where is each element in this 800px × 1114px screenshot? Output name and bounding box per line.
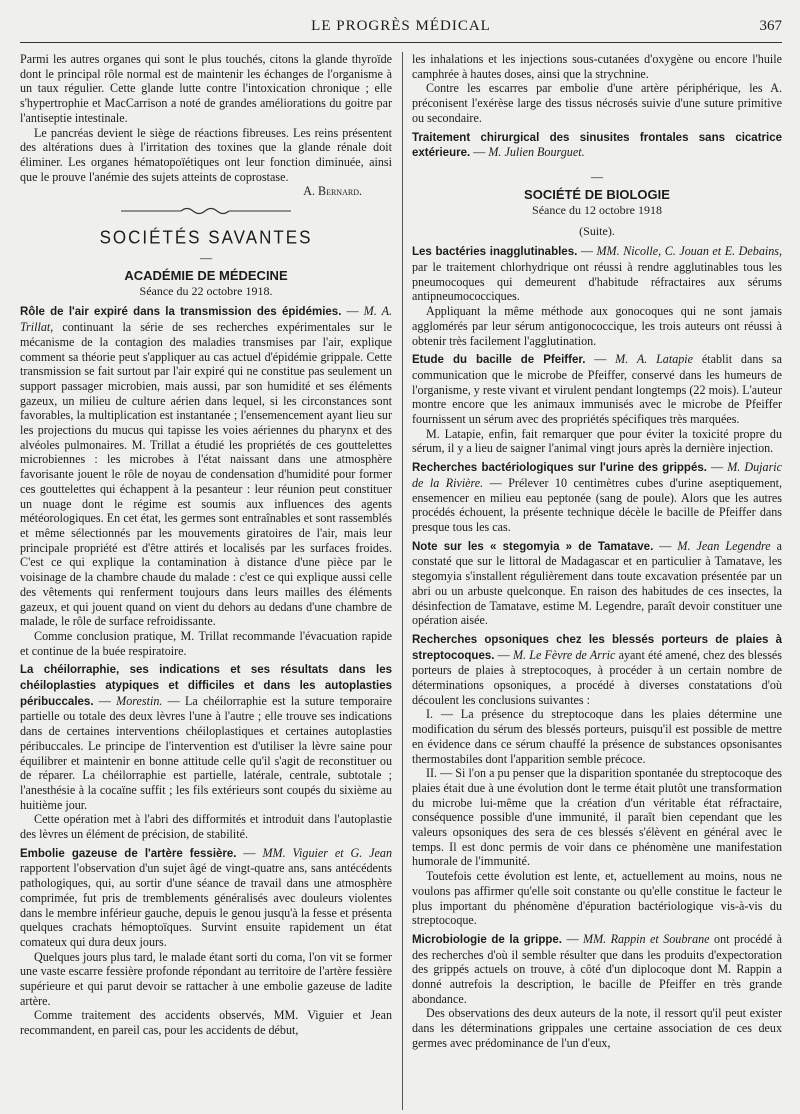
paragraph: Appliquant la même méthode aux gonocoques qui ne sont jamais agglomérés par leur sérum antigonococcique, les trois auteurs ont réussi à obtenir très facilement l'agglutination. — [412, 304, 782, 348]
paragraph: II. — Si l'on a pu penser que la disparition spontanée du streptocoque des plaies était due à une évolution dont le terme était plutôt une transformation du microbe lui-même que la création d'un véritable état réfractaire, conséquence possible d'une immunité, il paraît bien cependant que les valeurs opsoniques des sera de ces blessés s'élèvent en général avec le temps. Il est donc permis de voir dans ce phénomène une manifestation humorale de l'immunité. — [412, 766, 782, 869]
article: Note sur les « stegomyia » de Tamatave. — M. Jean Legendre a constaté que sur le littoral de Madagascar et en particulier à Tamatave, les stegomyia s'installent régulièrement dans toute excavation présentée par un abri ou un arbuste quelconque. En raison des habitudes de ces insectes, la désinfection de Tamatave, estime M. Legendre, paraît devoir constituer une opération aisée. — [412, 538, 782, 628]
paragraph: I. — La présence du streptocoque dans les plaies détermine une modification du sérum des blessés porteurs, puisqu'il est possible de mettre en évidence dans ce sérum chauffé la présence de substances opsonisantes thermostabiles dont l'apparition semble précoce. — [412, 707, 782, 766]
article-text: Prélever 10 centimètres cubes d'urine aseptiquement, ensemencer en milieu eau peptonée (sang de poule). Alors que les autres procédés échouent, la présente technique décèle le bacille de Pfeiffer dans presque tous les cas. — [412, 475, 782, 534]
article: La chéilorraphie, ses indications et ses résultats dans les chéiloplasties atypiques et difficiles et dans les autoplasties péribuccales. — Morestin. — La chéilorraphie est la suture temporaire partielle ou totale des deux lèvres l'une à l'autre ; elle trouve ses indications dans de certaines interventions chéiloplastiques et certaines autoplasties péribuccales. Le principe de l'intervention est d'utiliser la lèvre saine pour équilibrer et maintenir en bonne attitude celle qu'il s'agit de reconstituer ou de réparer. La chéilorraphie est partielle, latérale, centrale, subtotale ; l'anesthésie à la cocaïne suffit ; les fils extérieurs sont coupés du sixième au huitième jour. — [20, 664, 392, 812]
short-dash: — — [199, 250, 213, 265]
society-title: ACADÉMIE DE MÉDECINE — [124, 267, 288, 283]
article-heading: Etude du bacille de Pfeiffer. — [412, 354, 586, 367]
article-text: rapportent l'observation d'un sujet âgé de vingt-quatre ans, sans antécédents pathologiques, qui, au sortir d'une séance de travail dans une atmosphère comprimée, fut pris de tremblements généralisés avec douleurs violentes dans le membre inférieur gauche, depuis le genou jusqu'à la fesse et présenta quelques crachats hémoptoïques. Survint ensuite rapidement un état comateux qui dura deux jours. — [20, 861, 392, 949]
article-heading: Traitement chirurgical des sinusites frontales sans cicatrice extérieure. — [412, 131, 782, 160]
article-heading: Embolie gazeuse de l'artère fessière. — [20, 847, 237, 860]
article-heading: La chéilorraphie, ses indications et ses résultats dans les chéiloplasties atypiques et difficiles et dans les autoplasties péribuccales. — [20, 664, 392, 708]
article-text: ont procédé à des recherches d'où il semble résulter que dans les produits d'expectoration des grippés actuels on trouve, à côté d'un diplocoque dont M. Rappin a donné autrefois la description, le bacille de Pfeiffer en très grande abondance. — [412, 931, 782, 1006]
ornament-divider — [20, 205, 392, 220]
article-author: MM. Rappin et Soubrane — [583, 931, 710, 946]
paragraph: M. Latapie, enfin, fait remarquer que pour éviter la toxicité propre du sérum, il y a lieu de saigner l'animal vingt jours après la dernière injection. — [412, 426, 782, 456]
article: Recherches opsoniques chez les blessés porteurs de plaies à streptocoques. — M. Le Fèvre de Arric ayant été amené, chez des blessés porteurs de plaies à streptocoques, à procéder à un certain nombre de déterminations opsoniques, a procédé à diverses constatations d'où découlent les conclusions suivantes : — [412, 633, 782, 707]
paragraph: Cette opération met à l'abri des difformités et introduit dans l'autoplastie des lèvres un élément de précision, de stabilité. — [20, 812, 392, 842]
article: Traitement chirurgical des sinusites frontales sans cicatrice extérieure. — M. Julien Bourguet. — [412, 131, 782, 160]
right-column — [412, 52, 782, 1112]
article-heading: Recherches opsoniques chez les blessés porteurs de plaies à streptocoques. — [412, 633, 782, 662]
column-divider — [402, 52, 403, 1110]
article-heading: Recherches bactériologiques sur l'urine des grippés. — [412, 462, 707, 475]
journal-title: LE PROGRÈS MÉDICAL — [311, 18, 491, 34]
article: Les bactéries inagglutinables. — MM. Nicolle, C. Jouan et E. Debains, par le traitement chlorhydrique ont réussi à rendre agglutinables tous les pneumocoques qui demeurent d'habitude réfractaires aux sérums antipneumococciques. — [412, 244, 782, 304]
session-date: Séance du 12 octobre 1918 — [532, 202, 662, 217]
article-text: établit dans sa communication que le microbe de Pfeiffer, conservé dans les humeurs de l'organisme, y reste vivant et virulent pendant longtemps (22 mois). L'auteur montre encore que les animaux immunisés avec le microbe de Pfeiffer fournissent un sérum avec des propriétés spécifiques très marquées. — [412, 352, 782, 427]
section-title: SOCIÉTÉS SAVANTES — [99, 226, 313, 248]
paragraph: Parmi les autres organes qui sont le plus touchés, citons la glande thyroïde dont le principal rôle normal est de maintenir les échanges de l'organisme à un taux régulier. Cette glande lutte contre l'intoxication chronique ; elle s'hypertrophie et MacCarrison a noté de grandes améliorations du goitre par l'antiseptie intestinale. — [20, 52, 392, 125]
paragraph: Quelques jours plus tard, le malade étant sorti du coma, l'on vit se former une vaste escarre fessière profonde répondant au territoire de l'artère fessière supérieure et qui parut devoir se rattacher à une embolie gazeuse de ladite artère. — [20, 949, 392, 1008]
article-author: MM. Nicolle, C. Jouan et E. Debains, — [596, 244, 782, 259]
session-suite: (Suite). — [579, 223, 615, 238]
paragraph: Le pancréas devient le siège de réactions fibreuses. Les reins présentent des altérations dues à l'irritation des toxines que la glande rénale doit éliminer. Les organes hématopoïétiques ont leur fonction diminuée, ainsi que le prouve l'anémie des sujets atteints de coprostase. — [20, 125, 392, 184]
article-author: M. A. Trillat, — [20, 304, 392, 335]
article-heading: Note sur les « stegomyia » de Tamatave. — [412, 540, 654, 553]
short-dash: — — [590, 169, 604, 184]
article: Microbiologie de la grippe. — MM. Rappin et Soubrane ont procédé à des recherches d'où il semble résulter que dans les produits d'expectoration des grippés actuels on trouve, à côté d'un diplocoque dont M. Rappin a donné autrefois la description, le bacille de Pfeiffer en très grande abondance. — [412, 931, 782, 1006]
paragraph: Contre les escarres par embolie d'une artère périphérique, les A. préconisent l'exérèse large des tissus nécrosés suivie d'une suture primitive ou secondaire. — [412, 81, 782, 125]
article-author: MM. Viguier et G. Jean — [262, 845, 392, 860]
article-heading: Rôle de l'air expiré dans la transmission des épidémies. — [20, 306, 342, 319]
article: Rôle de l'air expiré dans la transmission des épidémies. — M. A. Trillat, continuant la série de ses recherches expérimentales sur le mécanisme de la contagion des maladies transmises par l'air, explique comment sa théorie peut s'appliquer au cas actuel d'épidémie grippale. Cette transmission se fait surtout par l'air expiré qui ne constitue pas seulement un support passager microbien, mais aussi, par son humidité et ses éléments gazeux, un milieu de culture aérien dans lequel, si les circonstances sont favorables, la multiplication est instantanée ; l'ensemencement ayant lieu sur les projections du mucus qui tapisse les voies aériennes du pharynx et des alvéoles pulmonaires. M. Trillat a étudié les propriétés de ces gouttelettes microbiennes : les microbes à l'état naissant dans une atmosphère favorisante jouent le rôle de noyau de condensation d'humidité pour former ces gouttelettes qui échappent à la pesanteur : leur réunion peut constituer un nuage dont le régime est soumis aux influences des agents météorologiques. En cet état, les germes sont entraînables et sont rassemblés et même sélectionnés par les mouvements giratoires de l'air, mais leur principale propriété est d'être attirés et localisés par les surfaces froides. C'est ce qui explique la contamination à distance d'une pièce par le voisinage de la chambre chaude du malade : c'est ce qui explique aussi celle des vêtements qui renferment toujours dans leurs mailles des éléments gazeux, et qui jouent quand on vient du dehors au dedans d'une chambre de malade, le rôle de surface refroidissante. — [20, 304, 392, 629]
article-text: par le traitement chlorhydrique ont réussi à rendre agglutinables tous les pneumocoques qui demeurent d'habitude réfractaires aux sérums antipneumococciques. — [412, 260, 782, 304]
paragraph: Comme traitement des accidents observés, MM. Viguier et Jean recommandent, en pareil cas, pour les accidents de début, — [20, 1008, 392, 1038]
left-column — [20, 52, 392, 1112]
article-heading: Les bactéries inagglutinables. — [412, 246, 578, 259]
paragraph: Comme conclusion pratique, M. Trillat recommande l'évacuation rapide et continue de la buée respiratoire. — [20, 628, 392, 658]
article-author: M. Dujaric de la Rivière. — [412, 460, 782, 490]
page-number: 367 — [759, 18, 782, 34]
running-header — [20, 14, 782, 43]
article-author: M. Julien Bourguet. — [488, 145, 585, 160]
paragraph: les inhalations et les injections sous-cutanées d'oxygène ou encore l'huile camphrée à hautes doses, ainsi que la strychnine. — [412, 52, 782, 81]
article: Etude du bacille de Pfeiffer. — M. A. Latapie établit dans sa communication que le microbe de Pfeiffer, conservé dans les humeurs de l'organisme, y reste vivant et virulent pendant longtemps (22 mois). L'auteur montre encore que les animaux immunisés avec le microbe de Pfeiffer fournissent un sérum avec des propriétés spécifiques très marquées. — [412, 352, 782, 427]
article-author: Morestin. — [116, 693, 163, 708]
article-author: M. A. Latapie — [615, 352, 694, 367]
paragraph: Toutefois cette évolution est lente, et, actuellement au moins, nous ne voulons pas affirmer qu'elle soit constante ou qu'elle constitue le facteur le plus important du phénomène d'épuration bactériologique vis-à-vis du streptocoque. — [412, 869, 782, 928]
society-title: SOCIÉTÉ DE BIOLOGIE — [524, 186, 670, 202]
article: Recherches bactériologiques sur l'urine des grippés. — M. Dujaric de la Rivière. — Prélever 10 centimètres cubes d'urine aseptiquement, ensemencer en milieu eau peptonée (sang de poule). Alors que les autres procédés échouent, la présente technique décèle le bacille de Pfeiffer dans presque tous les cas. — [412, 460, 782, 534]
author-signature: A. Bernard. — [303, 184, 362, 199]
article-text: ayant été amené, chez des blessés porteurs de plaies à streptocoques, à procéder à un certain nombre de déterminations opsoniques, a procédé à diverses constatations d'où découlent les conclusions suivantes : — [412, 647, 782, 707]
paragraph: Des observations des deux auteurs de la note, il ressort qu'il peut exister dans les déterminations grippales une certaine association de ces deux germes avec prédominance de l'un d'eux, — [412, 1006, 782, 1050]
article-text: La chéilorraphie est la suture temporaire partielle ou totale des deux lèvres l'une à l'autre ; elle trouve ses indications dans de certaines interventions chéiloplastiques et certaines autoplasties péribuccales. Le principe de l'intervention est d'utiliser la lèvre saine pour équilibrer et maintenir en bonne attitude celle qu'il s'agit de reconstituer ou de réparer. La chéilorraphie est partielle, latérale, centrale, subtotale ; l'anesthésie à la cocaïne suffit ; les fils extérieurs sont coupés du sixième au huitième jour. — [20, 693, 392, 812]
article-text: a constaté que sur le littoral de Madagascar et en particulier à Tamatave, les stegomyia s'installent régulièrement dans toute excavation présentée par un abri ou un arbuste quelconque. En raison des habitudes de ces insectes, la désinfection de Tamatave, estime M. Legendre, paraît devoir constituer une opération aisée. — [412, 538, 782, 628]
article-text: continuant la série de ses recherches expérimentales sur le mécanisme de la contagion des maladies transmises par l'air, explique comment sa théorie peut s'appliquer au cas actuel d'épidémie grippale. Cette transmission se fait surtout par l'air expiré qui ne constitue pas seulement un support passager microbien, mais aussi, par son humidité et ses éléments gazeux, un milieu de culture aérien dans lequel, si les circonstances sont favorables, la multiplication est instantanée ; l'ensemencement ayant lieu sur les projections du mucus qui tapisse les voies aériennes du pharynx et des alvéoles pulmonaires. M. Trillat a étudié les propriétés de ces gouttelettes microbiennes : les microbes à l'état naissant dans une atmosphère favorisante jouent le rôle de noyau de condensation d'humidité pour former ces gouttelettes qui échappent à la pesanteur : leur réunion peut constituer un nuage dont le régime est soumis aux influences des agents météorologiques. En cet état, les germes sont entraînables et sont rassemblés et même sélectionnés par les mouvements giratoires de l'air, mais leur principale propriété est d'être attirés et localisés par les surfaces froides. C'est ce qui explique la contamination à distance d'une pièce par le voisinage de la chambre chaude du malade : c'est ce qui explique aussi celle des vêtements qui renferment toujours dans leurs mailles des éléments gazeux, et qui jouent quand on vient du dehors au dedans d'une chambre de malade, le rôle de surface refroidissante. — [20, 320, 392, 629]
article: Embolie gazeuse de l'artère fessière. — MM. Viguier et G. Jean rapportent l'observation d'un sujet âgé de vingt-quatre ans, sans antécédents pathologiques, qui, au sortir d'une séance de travail dans une atmosphère comprimée, fut pris de tremblements généralisés avec douleurs violentes dans le membre inférieur gauche, depuis le genou jusqu'à la fesse et présenta quelques crachats hémoptoïques. Survint ensuite rapidement un état comateux qui dura deux jours. — [20, 845, 392, 949]
article-author: M. Le Fèvre de Arric — [512, 647, 616, 662]
article-author: M. Jean Legendre — [677, 538, 771, 553]
article-heading: Microbiologie de la grippe. — [412, 933, 562, 946]
session-date: Séance du 22 octobre 1918. — [139, 283, 273, 298]
